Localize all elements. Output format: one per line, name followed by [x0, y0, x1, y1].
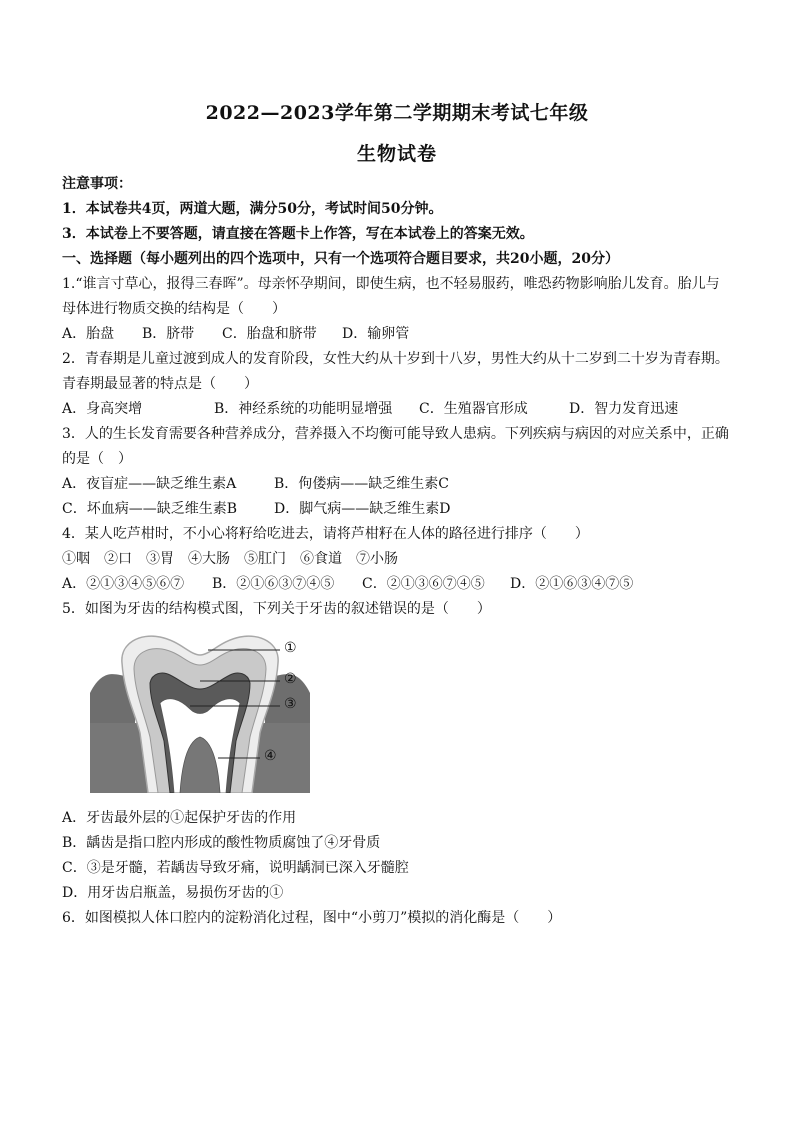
option-c: C．坏血病——缺乏维生素B	[62, 501, 237, 517]
question-2-stem: 2．青春期是儿童过渡到成人的发育阶段，女性大约从十岁到十八岁，男性大约从十二岁到二十岁为青春期。	[62, 351, 729, 367]
option-d: D．智力发育迅速	[569, 401, 679, 417]
option-b: B．②①⑥③⑦④⑤	[212, 576, 335, 592]
page-title: 2022—2023学年第二学期期末考试七年级	[205, 102, 589, 124]
question-1-stem-cont: 母体进行物质交换的结构是（ ）	[62, 301, 286, 317]
option-b: B．神经系统的功能明显增强	[214, 401, 393, 417]
question-4-stem: 4．某人吃芦柑时，不小心将籽给吃进去，请将芦柑籽在人体的路径进行排序（ ）	[62, 526, 589, 542]
label-3: ③	[284, 696, 297, 712]
label-4: ④	[264, 748, 277, 764]
page-subtitle: 生物试卷	[356, 143, 437, 165]
option-a: A．胎盘	[62, 326, 115, 342]
question-4-options	[62, 575, 633, 593]
option-d: D．脚气病——缺乏维生素D	[274, 501, 451, 517]
question-3-options-row-2	[62, 500, 450, 518]
question-3-options-row-1	[62, 475, 449, 493]
notice-item-2: 3．本试卷上不要答题，请直接在答题卡上作答，写在本试卷上的答案无效。	[62, 226, 534, 242]
tooth-diagram-svg	[90, 633, 310, 793]
question-6-stem: 6．如图模拟人体口腔内的淀粉消化过程，图中“小剪刀”模拟的消化酶是（ ）	[62, 910, 562, 926]
question-2-options	[62, 400, 678, 418]
question-5-option-c: C．③是牙髓，若龋齿导致牙痛，说明龋洞已深入牙髓腔	[62, 860, 409, 876]
question-5-option-d: D．用牙齿启瓶盖，易损伤牙齿的①	[62, 885, 284, 901]
option-b: B．佝偻病——缺乏维生素C	[274, 476, 449, 492]
label-1: ①	[284, 640, 297, 656]
option-b: B．脐带	[142, 326, 195, 342]
question-5-stem: 5．如图为牙齿的结构模式图，下列关于牙齿的叙述错误的是（ ）	[62, 601, 491, 617]
section-heading: 一、选择题（每小题列出的四个选项中，只有一个选项符合题目要求，共20小题，20分）	[62, 251, 619, 267]
option-a: A．②①③④⑤⑥⑦	[62, 576, 185, 592]
question-1-options	[62, 325, 409, 343]
label-2: ②	[284, 671, 297, 687]
option-d: D．②①⑥③④⑦⑤	[510, 576, 634, 592]
option-a: A．身高突增	[62, 401, 143, 417]
question-5-option-b: B．龋齿是指口腔内形成的酸性物质腐蚀了④牙骨质	[62, 835, 381, 851]
option-c: C．②①③⑥⑦④⑤	[362, 576, 485, 592]
option-c: C．生殖器官形成	[419, 401, 528, 417]
tooth-structure-diagram	[90, 633, 310, 793]
question-5-option-a: A．牙齿最外层的①起保护牙齿的作用	[62, 810, 297, 826]
question-3-stem-cont: 的是（ ）	[62, 451, 132, 467]
option-d: D．输卵管	[342, 326, 410, 342]
option-c: C．胎盘和脐带	[222, 326, 317, 342]
question-1-stem: 1.“谁言寸草心，报得三春晖”。母亲怀孕期间，即使生病，也不轻易服药，唯恐药物影响胎儿发育。胎儿与	[62, 276, 720, 292]
question-2-stem-cont: 青春期最显著的特点是（ ）	[62, 376, 258, 392]
notice-heading: 注意事项：	[62, 176, 132, 192]
question-4-sequence: ①咽 ②口 ③胃 ④大肠 ⑤肛门 ⑥食道 ⑦小肠	[62, 551, 398, 567]
question-3-stem: 3．人的生长发育需要各种营养成分，营养摄入不均衡可能导致人患病。下列疾病与病因的对应关系中，正确	[62, 426, 729, 442]
option-a: A．夜盲症——缺乏维生素A	[62, 476, 237, 492]
notice-item-1: 1．本试卷共4页，两道大题，满分50分，考试时间50分钟。	[62, 201, 443, 217]
